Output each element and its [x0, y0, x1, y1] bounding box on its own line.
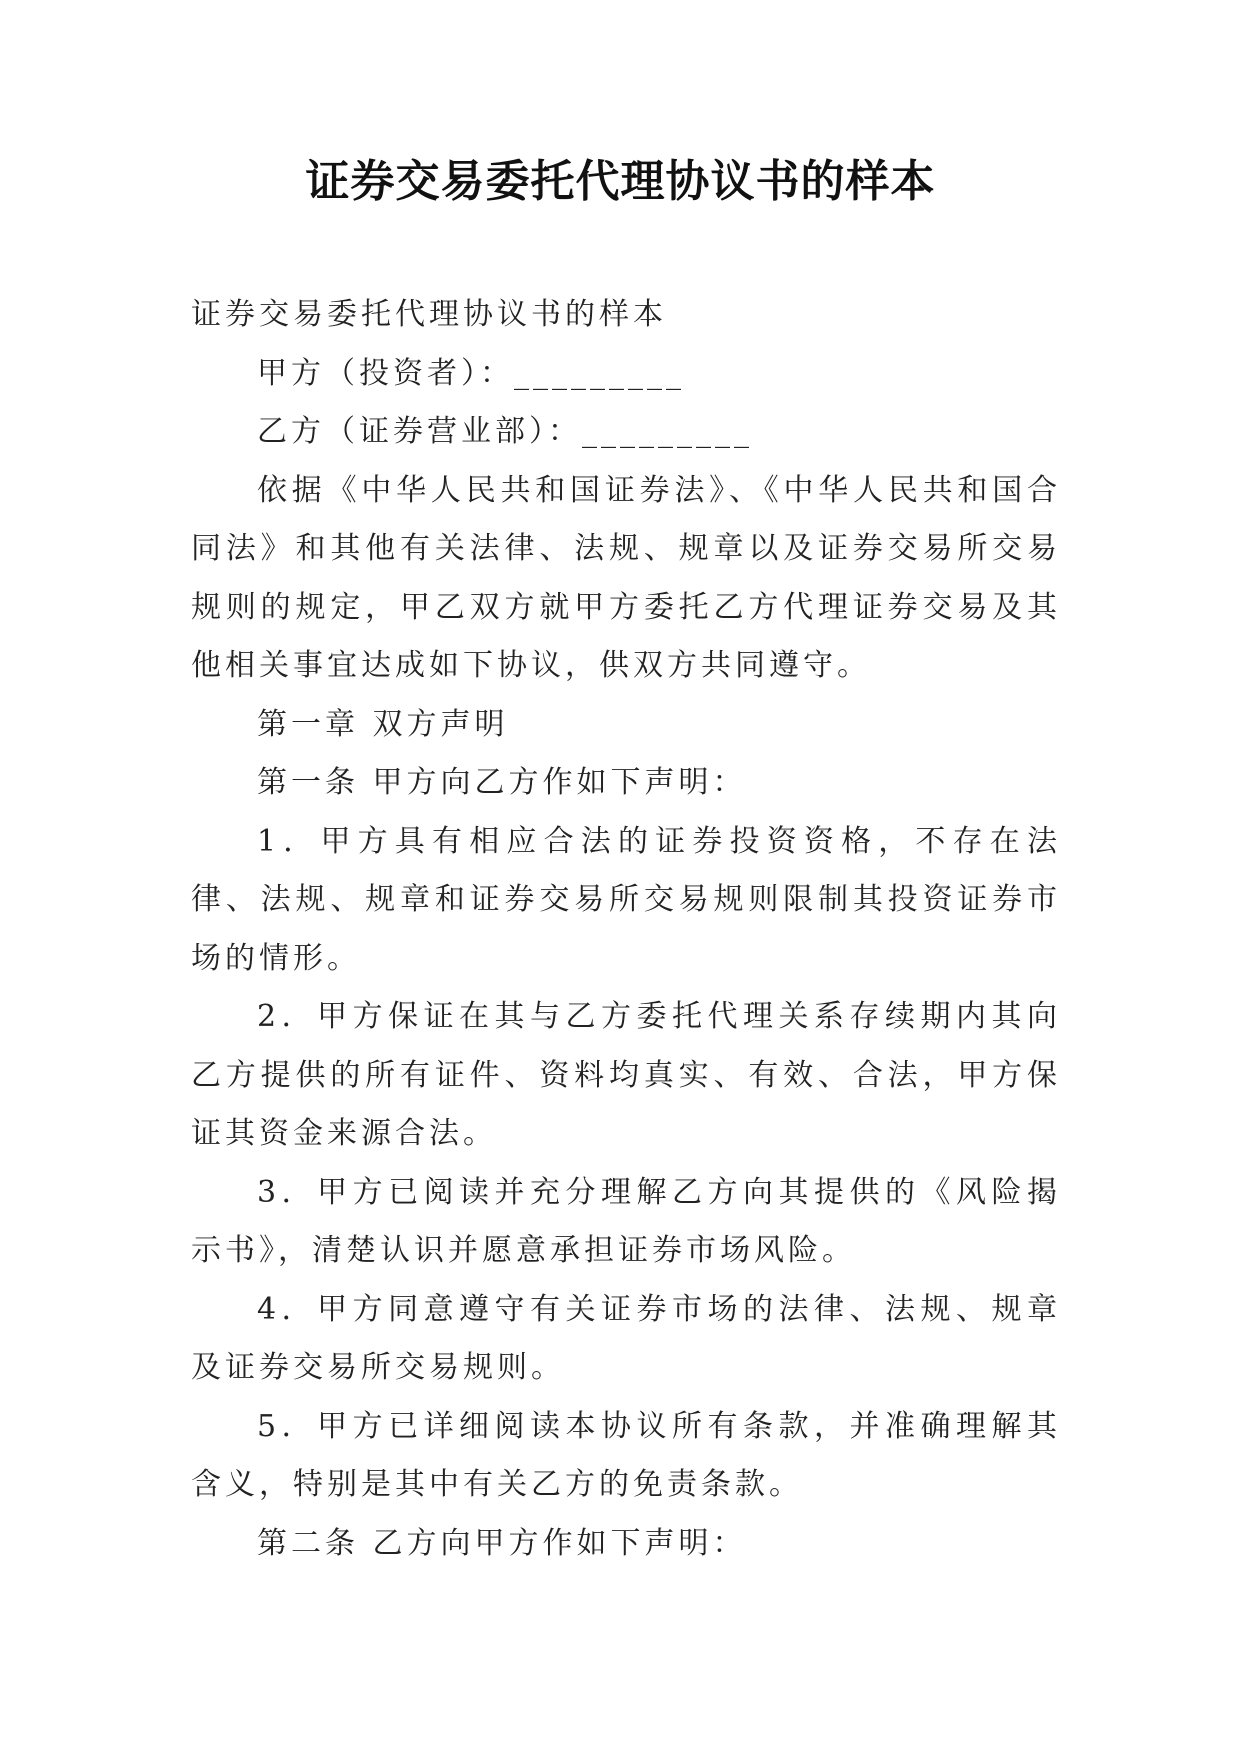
clause-paragraph: 4．甲方同意遵守有关证券市场的法律、法规、规章及证券交易所交易规则。 — [191, 1291, 1061, 1385]
chapter-heading: 第一章 双方声明 — [257, 706, 509, 742]
preamble-paragraph: 依据《中华人民共和国证券法》、《中华人民共和国合同法》和其他有关法律、法规、规章以及证券交易所交易规则的规定，甲乙双方就甲方委托乙方代理证券交易及其他相关事宜达成如下协议，供双方共同遵守。 — [191, 472, 1061, 683]
party-a-line: 甲方（投资者）：_________ — [257, 355, 685, 391]
clause-paragraph: 1．甲方具有相应合法的证券投资资格，不存在法律、法规、规章和证券交易所交易规则限制其投资证券市场的情形。 — [191, 823, 1061, 976]
document-body — [191, 286, 1061, 1573]
clause-paragraph: 5．甲方已详细阅读本协议所有条款，并准确理解其含义，特别是其中有关乙方的免责条款。 — [191, 1408, 1061, 1502]
party-b-line: 乙方（证券营业部）：_________ — [257, 414, 753, 449]
clause-paragraph: 2．甲方保证在其与乙方委托代理关系存续期内其向乙方提供的所有证件、资料均真实、有效、合法，甲方保证其资金来源合法。 — [191, 999, 1061, 1151]
subtitle-paragraph: 证券交易委托代理协议书的样本 — [191, 297, 667, 332]
article-heading: 第二条 乙方向甲方作如下声明： — [257, 1525, 747, 1561]
article-heading: 第一条 甲方向乙方作如下声明： — [257, 765, 747, 800]
clause-paragraph: 3．甲方已阅读并充分理解乙方向其提供的《风险揭示书》，清楚认识并愿意承担证券市场风险。 — [191, 1174, 1061, 1268]
document-title: 证券交易委托代理协议书的样本 — [305, 156, 936, 207]
